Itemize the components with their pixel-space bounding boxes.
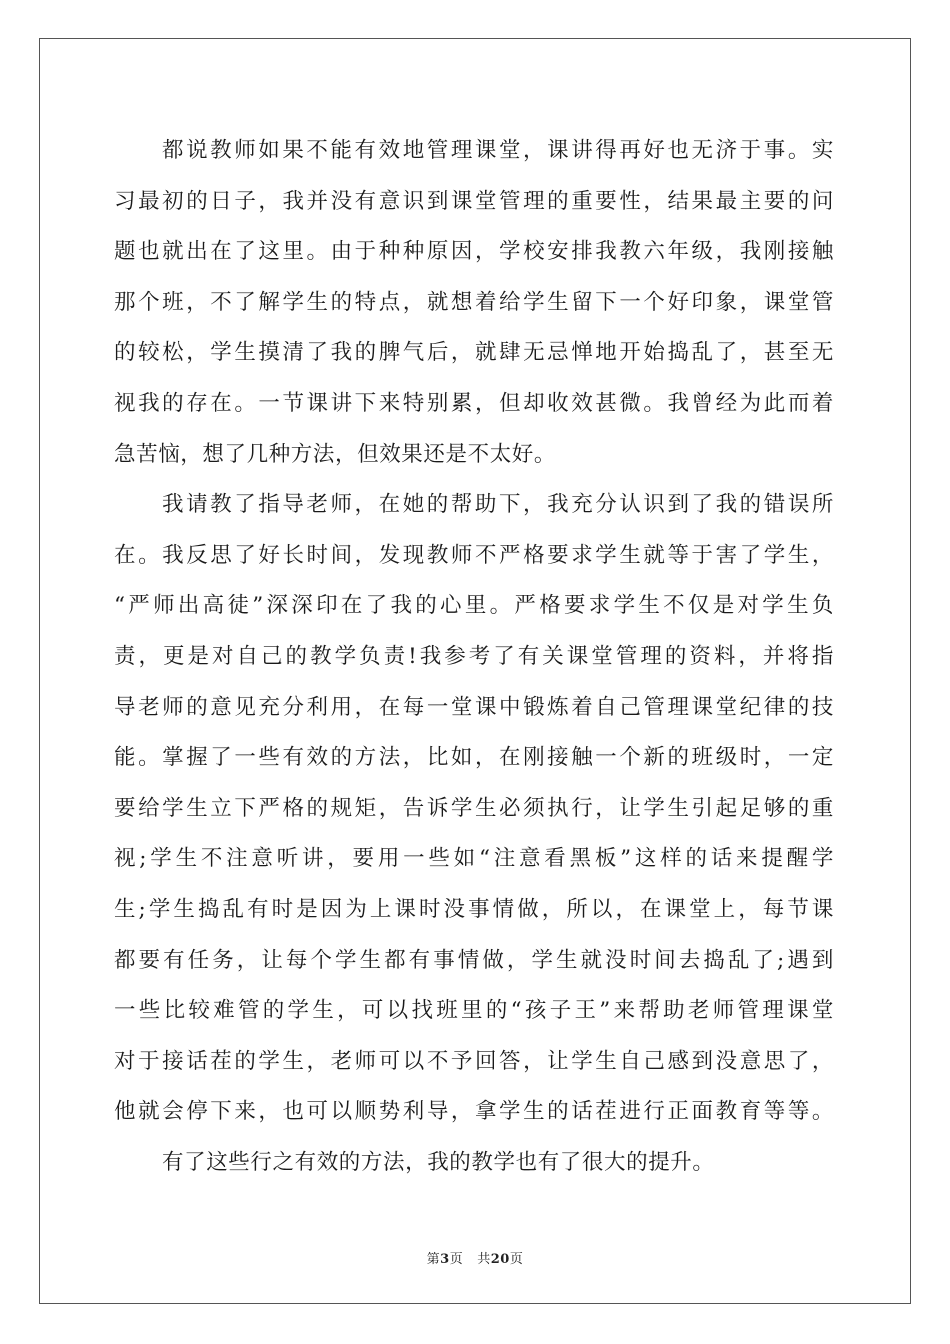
page-label-prefix: 第: [426, 1252, 441, 1267]
text-line: 在。我反思了好长时间，发现教师不严格要求学生就等于害了学生，: [114, 542, 834, 568]
text-line: 要给学生立下严格的规矩，告诉学生必须执行，让学生引起足够的重: [114, 795, 834, 821]
text-line: 有了这些行之有效的方法，我的教学也有了很大的提升。: [162, 1149, 715, 1175]
text-line: 视;学生不注意听讲，要用一些如“注意看黑板”这样的话来提醒学: [114, 846, 834, 872]
total-pages: 20: [490, 1252, 510, 1267]
text-line: 生;学生捣乱有时是因为上课时没事情做，所以，在课堂上，每节课: [114, 896, 834, 922]
text-line: 那个班，不了解学生的特点，就想着给学生留下一个好印象，课堂管: [114, 289, 834, 315]
text-line: 一些比较难管的学生，可以找班里的“孩子王”来帮助老师管理课堂: [114, 998, 834, 1024]
page-label-suffix: 页: [449, 1252, 464, 1267]
page-number: 3: [440, 1252, 450, 1267]
text-line: 我请教了指导老师，在她的帮助下，我充分认识到了我的错误所: [162, 492, 834, 518]
text-line: 他就会停下来，也可以顺势利导，拿学生的话茬进行正面教育等等。: [114, 1099, 834, 1125]
text-line: 责，更是对自己的教学负责!我参考了有关课堂管理的资料，并将指: [114, 643, 834, 669]
text-line: 能。掌握了一些有效的方法，比如，在刚接触一个新的班级时，一定: [114, 745, 834, 771]
total-label-prefix: 共: [477, 1252, 491, 1267]
text-line: 的较松，学生摸清了我的脾气后，就肆无忌惮地开始捣乱了，甚至无: [114, 340, 834, 366]
document-body: [114, 126, 834, 1188]
text-line: 都说教师如果不能有效地管理课堂，课讲得再好也无济于事。实: [162, 138, 834, 163]
text-line: 都要有任务，让每个学生都有事情做，学生就没时间去捣乱了;遇到: [114, 947, 834, 973]
text-line: 习最初的日子，我并没有意识到课堂管理的重要性，结果最主要的问: [114, 188, 834, 214]
text-line: “严师出高徒”深深印在了我的心里。严格要求学生不仅是对学生负: [114, 593, 834, 619]
text-line: 视我的存在。一节课讲下来特别累，但却收效甚微。我曾经为此而着: [114, 390, 834, 416]
text-line: 题也就出在了这里。由于种种原因，学校安排我教六年级，我刚接触: [114, 239, 834, 265]
total-label-suffix: 页: [509, 1252, 524, 1267]
text-line: 对于接话茬的学生，老师可以不予回答，让学生自己感到没意思了，: [114, 1048, 834, 1074]
page-footer: [0, 1248, 950, 1267]
text-line: 导老师的意见充分利用，在每一堂课中锻炼着自己管理课堂纪律的技: [114, 694, 834, 720]
text-line: 急苦恼，想了几种方法，但效果还是不太好。: [114, 441, 557, 467]
